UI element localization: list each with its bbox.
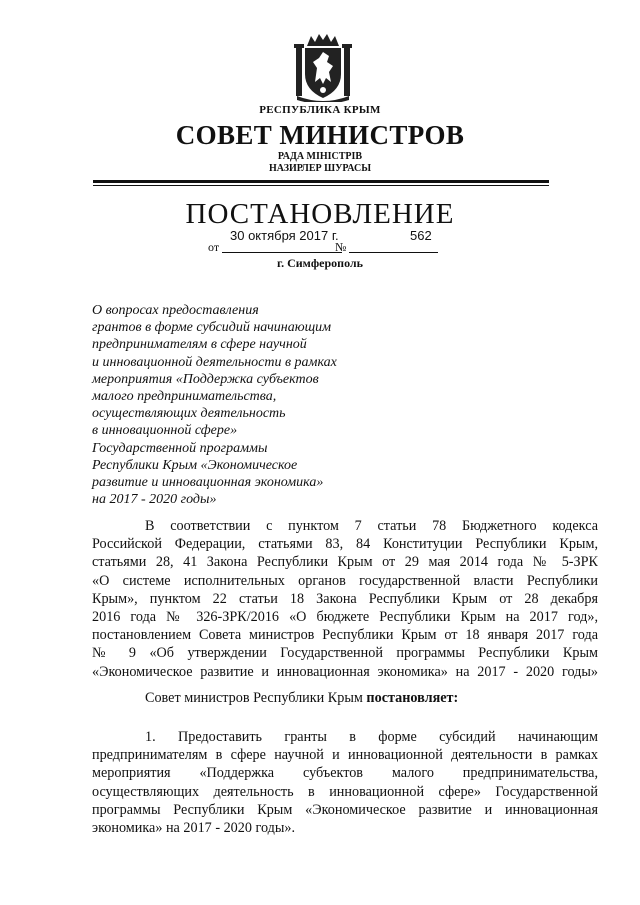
header-rule-thick xyxy=(93,180,549,183)
council-title: СОВЕТ МИНИСТРОВ xyxy=(175,120,465,150)
paragraph-line: программы Республики Крым «Экономическое развитие и инновационная xyxy=(92,801,598,818)
paragraph-line: статьями 28, 41 Закона Республики Крым от 29 мая 2014 года № 5-ЗРК xyxy=(92,554,598,571)
subject-line: малого предпринимательства, xyxy=(92,389,277,405)
preamble-paragraph xyxy=(92,517,598,681)
decree-title: ПОСТАНОВЛЕНИЕ xyxy=(185,198,455,230)
paragraph-line: Российской Федерации, статьями 83, 84 Конституции Республики Крым, xyxy=(92,536,598,553)
subject-line: грантов в форме субсидий начинающим xyxy=(92,320,332,336)
subject-line: осуществляющих деятельность xyxy=(92,406,286,422)
decree-number: 562 xyxy=(410,228,432,243)
header-rule-thin xyxy=(93,185,549,186)
resolution-clause xyxy=(145,690,458,707)
subject-line: развитие и инновационная экономика» xyxy=(92,475,324,491)
paragraph-line: мероприятия «Поддержка субъектов малого предпринимательства, xyxy=(92,765,598,782)
paragraph-line: «Экономическое развитие и инновационная экономика» на 2017 - 2020 годы» xyxy=(92,663,598,680)
paragraph-line: 1. Предоставить гранты в форме субсидий начинающим xyxy=(145,729,598,745)
republic-name: РЕСПУБЛИКА КРЫМ xyxy=(259,104,381,116)
subject-line: Государственной программы xyxy=(92,440,268,456)
paragraph-line: постановлением Совета министров Республики Крым от 18 января 2017 года xyxy=(92,627,598,644)
decree-subject xyxy=(92,302,392,508)
subject-line: мероприятия «Поддержка субъектов xyxy=(92,371,319,387)
decree-date: 30 октября 2017 г. xyxy=(230,228,339,243)
subject-line: на 2017 - 2020 годы» xyxy=(92,492,217,508)
resolution-text: Совет министров Республики Крым xyxy=(145,690,367,706)
paragraph-line: экономика» на 2017 - 2020 годы». xyxy=(92,819,296,836)
council-title-crimean-tatar: НАЗИРЛЕР ШУРАСЫ xyxy=(268,163,372,174)
paragraph-line: осуществляющих деятельность в инновационной сфере» Государственной xyxy=(92,783,598,800)
paragraph-line: № 9 «Об утверждении Государственной программы Республики Крым xyxy=(92,645,598,662)
council-title-ukrainian: РАДА МІНІСТРІВ xyxy=(277,151,363,162)
decree-city: г. Симферополь xyxy=(277,256,363,270)
number-underline xyxy=(349,252,438,253)
date-underline xyxy=(222,252,342,253)
paragraph-line: предпринимателям в сфере научной и инновационной деятельности в рамках xyxy=(92,747,598,764)
subject-line: Республики Крым «Экономическое xyxy=(92,457,298,473)
subject-line: и инновационной деятельности в рамках xyxy=(92,354,337,370)
clause-1-paragraph xyxy=(92,728,598,837)
paragraph-line: 2016 года № 326-ЗРК/2016 «О бюджете Республики Крым на 2017 год», xyxy=(92,608,598,625)
subject-line: в инновационной сфере» xyxy=(92,423,238,439)
resolution-keyword: постановляет: xyxy=(366,690,459,706)
date-prefix: от xyxy=(208,240,220,254)
number-sign: № xyxy=(335,240,347,254)
paragraph-line: В соответствии с пунктом 7 статьи 78 Бюджетного кодекса xyxy=(145,518,598,534)
paragraph-line: Крым», пунктом 22 статьи 18 Закона Республики Крым от 28 декабря xyxy=(92,590,598,607)
subject-line: О вопросах предоставления xyxy=(92,303,259,318)
crimea-coat-of-arms-icon xyxy=(293,32,353,102)
subject-line: предпринимателям в сфере научной xyxy=(92,337,307,353)
paragraph-line: «О системе исполнительных органов государственной власти Республики xyxy=(92,572,598,589)
